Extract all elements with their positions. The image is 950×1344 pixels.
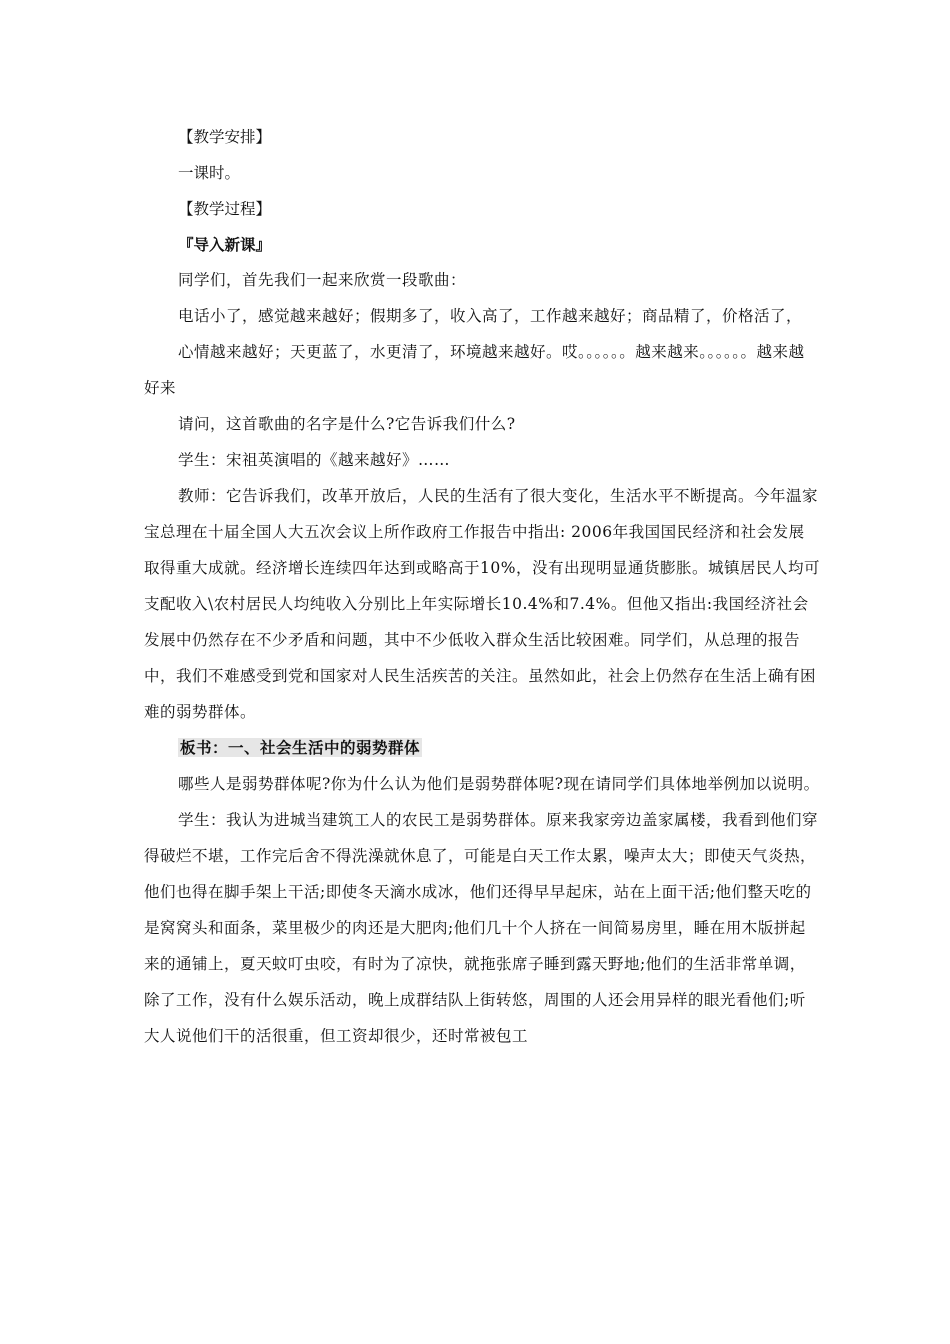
board-title-line <box>144 730 820 766</box>
heading-intro-lesson: 『导入新课』 <box>178 235 272 254</box>
board-title: 板书：一、社会生活中的弱势群体 <box>180 738 421 757</box>
paragraph-who-is-vulnerable: 哪些人是弱势群体呢?你为什么认为他们是弱势群体呢?现在请同学们具体地举例加以说明。 <box>178 775 820 793</box>
heading-teaching-process: 【教学过程】 <box>178 200 272 218</box>
paragraph-teacher: 教师：它告诉我们，改革开放后，人民的生活有了很大变化，生活水平不断提高。今年温家宝总理在十届全国人大五次会议上所作政府工作报告中指出: 2006年我国国民经济和社会发展取得重大成就。经济增长连续四年达到或略高于10%，没有出现明显通货膨胀。城镇居民人均可支配收入\农村居民人均纯收入分别比上年实际增长10.4%和7.4%。但他又指出:我国经济社会发展中仍然存在不少矛盾和问题，其中不少低收入群众生活比较困难。同学们，从总理的报告中，我们不难感受到党和国家对人民生活疾苦的关注。虽然如此，社会上仍然存在生活上确有困难的弱势群体。 <box>144 487 820 721</box>
paragraph-intro: 同学们，首先我们一起来欣赏一段歌曲： <box>178 271 467 289</box>
paragraph-song-line-1: 电话小了，感觉越来越好；假期多了，收入高了，工作越来越好；商品精了，价格活了， <box>178 307 803 325</box>
paragraph-student-answer-1: 学生：宋祖英演唱的《越来越好》…… <box>178 451 451 469</box>
paragraph-song-line-2: 心情越来越好；天更蓝了，水更清了，环境越来越好。哎。。。。。。越来越来。。。。。。越来越好来 <box>144 343 805 397</box>
body-text <box>144 262 820 1054</box>
heading-teaching-arrangement: 【教学安排】 <box>178 128 272 146</box>
paragraph-question: 请问，这首歌曲的名字是什么?它告诉我们什么? <box>178 415 516 433</box>
paragraph-student-answer-2: 学生：我认为进城当建筑工人的农民工是弱势群体。原来我家旁边盖家属楼，我看到他们穿得破烂不堪，工作完后舍不得洗澡就休息了，可能是白天工作太累，噪声太大；即使天气炎热，他们也得在脚手架上干活;即使冬天滴水成冰，他们还得早早起床，站在上面干活;他们整天吃的是窝窝头和面条，菜里极少的肉还是大肥肉;他们几十个人挤在一间简易房里，睡在用木版拼起来的通铺上，夏天蚊叮虫咬，有时为了凉快，就拖张席子睡到露天野地;他们的生活非常单调，除了工作，没有什么娱乐活动，晚上成群结队上街转悠，周围的人还会用异样的眼光看他们;听大人说他们干的活很重，但工资却很少，还时常被包工 <box>144 811 819 1045</box>
arrangement-text: 一课时。 <box>178 164 241 182</box>
